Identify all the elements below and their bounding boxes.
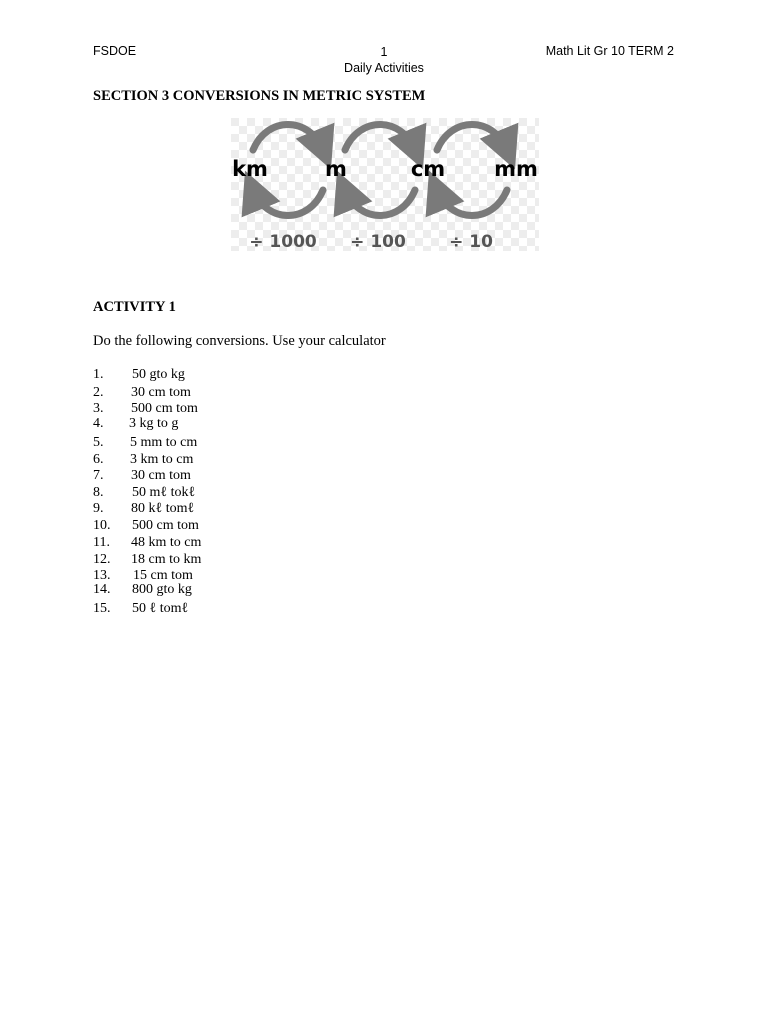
divisor-10: ÷ 10 [449,232,493,251]
unit-mm: mm [494,157,538,181]
list-item-text: 15 cm tom [133,568,193,583]
list-item-text: 50 gto kg [132,367,185,382]
list-item-text: 50 mℓ tokℓ [132,485,196,500]
list-item-text: 3 kg to g [129,416,179,431]
list-item-text: 500 cm tom [131,401,198,416]
list-item-number: 6. [93,452,104,467]
list-item-number: 1. [93,367,104,382]
list-item-number: 8. [93,485,104,500]
list-item-text: 30 cm tom [131,468,191,483]
list-item-text: 48 km to cm [131,535,202,550]
list-item-text: 5 mm to cm [130,435,198,450]
list-item-text: 50 ℓ tomℓ [132,601,189,616]
list-item-number: 14. [93,582,111,597]
list-item-text: 3 km to cm [130,452,194,467]
unit-cm: cm [410,157,446,181]
unit-km: km [232,157,268,181]
unit-m: m [325,157,347,181]
list-item-text: 500 cm tom [132,518,199,533]
list-item-number: 10. [93,518,111,533]
header-right: Math Lit Gr 10 TERM 2 [545,44,674,58]
divisor-100: ÷ 100 [350,232,406,251]
header-left: FSDOE [93,44,137,58]
list-item-number: 15. [93,601,111,616]
activity-title: ACTIVITY 1 [93,299,176,315]
list-item-text: 80 kℓ tomℓ [131,501,195,516]
list-item-number: 12. [93,552,111,567]
list-item-number: 5. [93,435,104,450]
list-item-number: 4. [93,416,104,431]
list-item-number: 7. [93,468,104,483]
header-subtitle: Daily Activities [344,61,424,75]
list-item-number: 3. [93,401,104,416]
list-item-number: 11. [93,535,110,550]
metric-conversion-diagram [231,118,539,251]
list-item-number: 9. [93,501,104,516]
list-item-number: 2. [93,385,104,400]
divisor-1000: ÷ 1000 [249,232,317,251]
list-item-text: 18 cm to km [131,552,202,567]
list-item-number: 13. [93,568,111,583]
activity-instruction: Do the following conversions. Use your calculator [93,333,386,349]
list-item-text: 30 cm tom [131,385,191,400]
list-item-text: 800 gto kg [132,582,192,597]
section-title: SECTION 3 CONVERSIONS IN METRIC SYSTEM [93,88,426,104]
header-page-number: 1 [380,45,388,59]
